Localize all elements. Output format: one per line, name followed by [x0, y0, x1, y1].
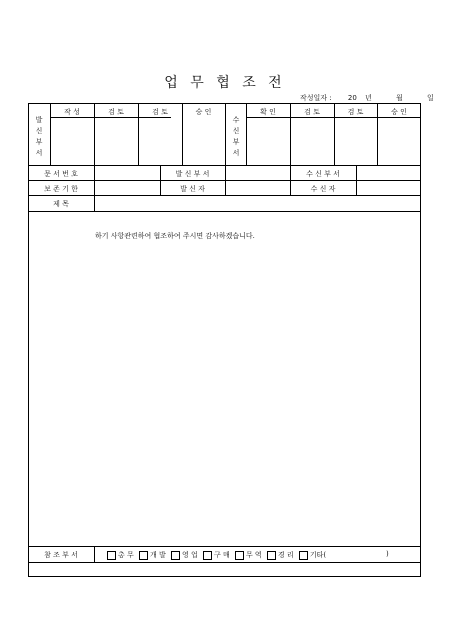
label-char: 신: [35, 127, 43, 135]
ref-option-label: 기타(: [309, 551, 327, 559]
label-char: 서: [232, 149, 240, 157]
receiver-dept-label: [229, 115, 243, 159]
col-line: [94, 546, 95, 562]
ref-option-purchase[interactable]: [203, 550, 230, 560]
header-approve: 승 인: [195, 108, 212, 116]
header-review-2: 검 토: [152, 108, 168, 116]
ref-option-trade[interactable]: [235, 550, 262, 560]
receiver-label: 수 신 자: [310, 185, 336, 193]
row-line: [28, 562, 421, 563]
header-review-3: 검 토: [304, 108, 320, 116]
date-year-unit: 년: [365, 94, 372, 102]
date-month-unit: 월: [396, 94, 403, 102]
date-line: [300, 93, 434, 103]
row-line: [28, 546, 421, 547]
reference-options: [107, 550, 329, 562]
col-line: [225, 103, 226, 165]
col-line: [225, 165, 226, 195]
header-review-1: 검 토: [108, 108, 124, 116]
approval-header-line: [50, 117, 171, 118]
date-label: 작성일자 :: [300, 94, 332, 102]
ref-option-label: 총 무: [118, 551, 134, 559]
sender-label: 발 신 자: [180, 185, 205, 193]
checkbox[interactable]: [107, 551, 116, 560]
row-line: [28, 195, 421, 196]
subject-label: 제 목: [53, 200, 69, 208]
date-day-unit: 일: [427, 94, 434, 102]
ref-option-other[interactable]: [299, 550, 326, 560]
label-char: 부: [35, 138, 43, 146]
date-year: 20: [347, 94, 357, 102]
label-char: 서: [35, 149, 43, 157]
ref-option-label: 영 업: [181, 551, 198, 559]
sending-dept-label: 발 신 부 서: [175, 170, 210, 178]
checkbox[interactable]: [139, 551, 148, 560]
ref-option-accounting[interactable]: [267, 550, 294, 560]
ref-option-label: 구 매: [213, 551, 230, 559]
row-line: [28, 211, 421, 212]
checkbox[interactable]: [299, 551, 308, 560]
checkbox[interactable]: [235, 551, 244, 560]
body-text: 하기 사항관련하여 협조하여 주시면 감사하겠습니다.: [95, 232, 255, 240]
ref-option-sales[interactable]: [171, 550, 198, 560]
header-review-4: 검 토: [347, 108, 364, 116]
label-char: 부: [232, 138, 240, 146]
ref-option-dev[interactable]: [139, 550, 166, 560]
label-char: 신: [232, 127, 240, 135]
document-title: 업 무 협 조 전: [164, 75, 286, 91]
header-approve-2: 승 인: [391, 108, 407, 116]
label-char: 발: [35, 116, 43, 124]
doc-number-label: 문 서 번 호: [44, 170, 78, 178]
checkbox[interactable]: [267, 551, 276, 560]
retention-label: 보 존 기 한: [44, 185, 78, 193]
ref-option-label: 개 발: [149, 551, 166, 559]
label-char: 수: [232, 116, 240, 124]
checkbox[interactable]: [203, 551, 212, 560]
header-author: 작 성: [64, 108, 80, 116]
ref-option-label: 경 리: [277, 551, 294, 559]
sender-dept-label: [32, 115, 46, 159]
header-confirm: 확 인: [260, 108, 276, 116]
reference-dept-label: 참 조 부 서: [44, 551, 78, 559]
ref-option-label: 무 역: [245, 551, 262, 559]
other-close-paren: ): [386, 550, 389, 558]
col-line: [94, 165, 95, 211]
col-line: [356, 165, 357, 195]
ref-option-general[interactable]: [107, 550, 134, 560]
receiving-dept-label: 수 신 부 서: [306, 170, 340, 178]
checkbox[interactable]: [171, 551, 180, 560]
